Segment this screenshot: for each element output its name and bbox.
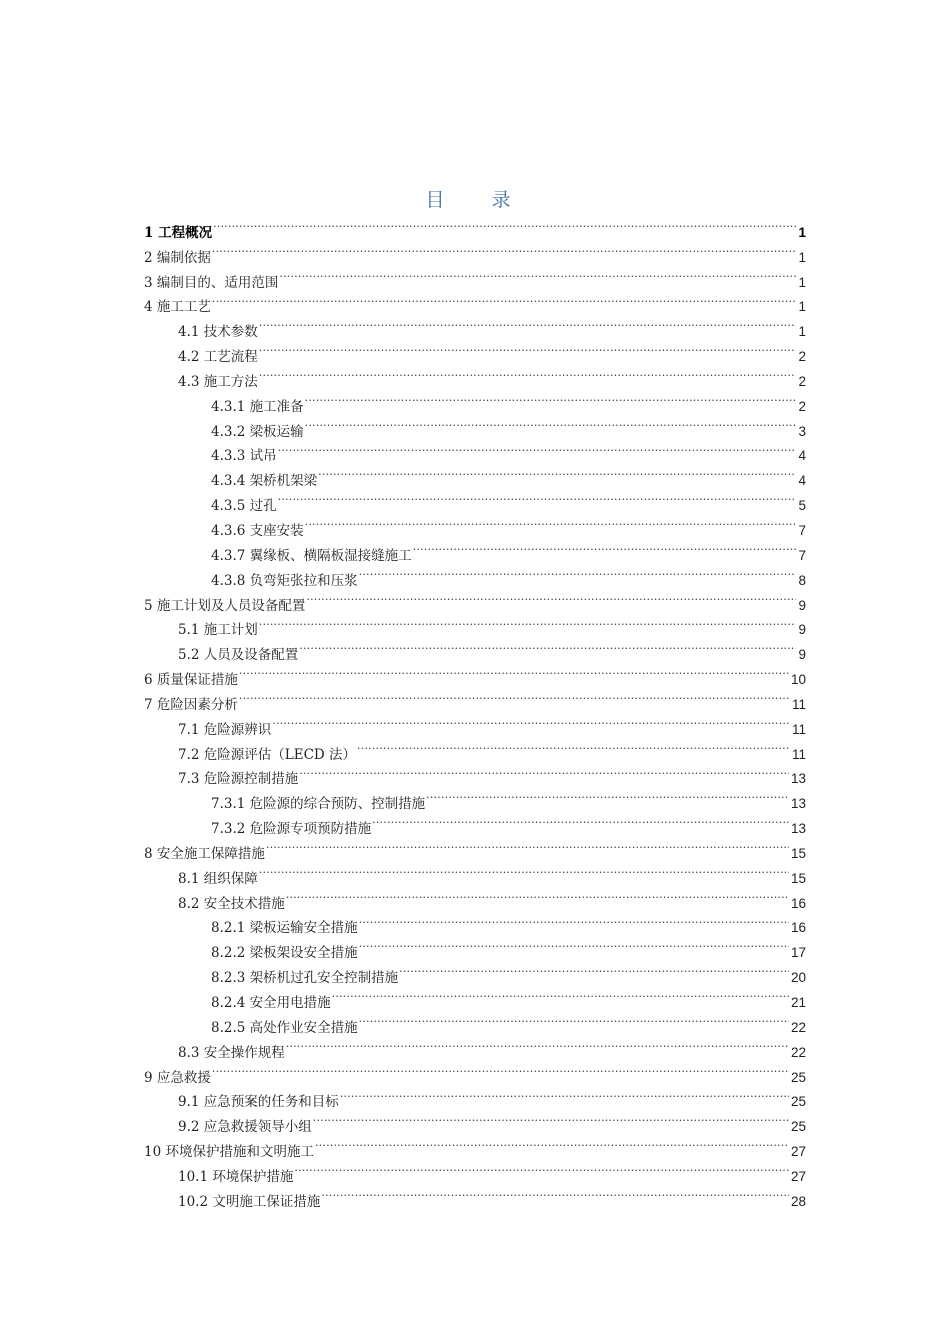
toc-entry-label: 8.2 安全技术措施: [178, 895, 285, 912]
toc-entry-label: 10.2 文明施工保证措施: [178, 1193, 321, 1210]
toc-dot-leader: [277, 485, 797, 510]
toc-entry-label: 7 危险因素分析: [144, 696, 238, 713]
toc-entry-label: 4.3.7 翼缘板、横隔板湿接缝施工: [211, 547, 412, 564]
toc-entry-page-number: 1: [798, 224, 806, 240]
table-of-contents: [144, 212, 806, 1210]
toc-entry-label: 8.2.2 梁板架设安全措施: [211, 945, 358, 962]
toc-entry-page-number: 27: [790, 1144, 806, 1160]
toc-dot-leader: [412, 535, 797, 560]
toc-entry[interactable]: [144, 659, 806, 689]
toc-entry-label: 4.3.4 架桥机架梁: [211, 473, 318, 490]
toc-entry-page-number: 13: [790, 821, 806, 837]
toc-dot-leader: [212, 212, 796, 237]
toc-entry[interactable]: [144, 1057, 806, 1086]
toc-entry-page-number: 21: [790, 995, 806, 1010]
toc-dot-leader: [320, 1181, 789, 1206]
toc-entry-label: 7.3 危险源控制措施: [178, 771, 299, 788]
toc-dot-leader: [314, 1131, 789, 1156]
toc-dot-leader: [371, 808, 789, 833]
toc-dot-leader: [211, 287, 797, 312]
toc-entry-page-number: 13: [790, 771, 806, 787]
toc-entry[interactable]: [144, 311, 806, 341]
toc-entry-label: 4.3.1 施工准备: [211, 398, 304, 415]
toc-entry-label: 7.3.2 危险源专项预防措施: [211, 821, 372, 838]
toc-dot-leader: [211, 1057, 789, 1082]
toc-entry-page-number: 28: [790, 1193, 806, 1209]
toc-entry-label: 5.2 人员及设备配置: [178, 647, 299, 664]
toc-dot-leader: [304, 510, 797, 535]
toc-entry-page-number: 9: [798, 622, 806, 638]
toc-entry-page-number: 11: [791, 746, 806, 762]
toc-entry-label: 5 施工计划及人员设备配置: [144, 597, 306, 614]
toc-dot-leader: [258, 311, 797, 336]
toc-dot-leader: [211, 237, 797, 262]
toc-dot-leader: [298, 759, 789, 784]
toc-entry-label: 4 施工工艺: [144, 299, 211, 316]
toc-entry[interactable]: [144, 684, 806, 713]
toc-dot-leader: [305, 585, 796, 610]
toc-entry[interactable]: [144, 237, 806, 266]
toc-entry-page-number: 4: [798, 473, 806, 489]
toc-entry-page-number: 11: [791, 696, 806, 712]
toc-entry-label: 6 质量保证措施: [144, 672, 238, 689]
toc-entry-page-number: 15: [790, 845, 806, 861]
toc-entry-page-number: 13: [790, 796, 806, 812]
toc-entry-page-number: 5: [798, 498, 806, 514]
toc-entry-page-number: 22: [790, 1019, 806, 1035]
toc-entry[interactable]: [144, 287, 806, 316]
toc-entry-label: 4.2 工艺流程: [178, 349, 258, 366]
toc-entry-page-number: 9: [798, 647, 806, 663]
toc-entry-label: 8 安全施工保障措施: [144, 845, 265, 862]
toc-entry-page-number: 25: [790, 1094, 806, 1110]
toc-entry-label: 8.2.5 高处作业安全措施: [211, 1019, 358, 1036]
toc-entry-label: 4.3.3 试吊: [211, 448, 277, 465]
toc-entry-label: 5.1 施工计划: [178, 622, 258, 639]
toc-dot-leader: [271, 709, 790, 734]
toc-entry-label: 3 编制目的、适用范围: [144, 274, 279, 291]
toc-entry-label: 8.1 组织保障: [178, 870, 258, 887]
toc-entry-label: 4.3.5 过孔: [211, 498, 277, 515]
toc-entry-page-number: 16: [790, 895, 806, 911]
toc-dot-leader: [398, 957, 789, 982]
toc-entry-page-number: 4: [798, 448, 806, 464]
toc-entry[interactable]: [144, 709, 806, 738]
toc-entry-page-number: 27: [790, 1168, 806, 1184]
toc-entry-label: 2 编制依据: [144, 249, 211, 266]
toc-entry-label: 9.2 应急救援领导小组: [178, 1119, 312, 1136]
toc-dot-leader: [358, 1007, 789, 1032]
toc-entry-label: 4.3.8 负弯矩张拉和压浆: [211, 572, 358, 589]
toc-entry-page-number: 7: [798, 547, 806, 563]
toc-dot-leader: [285, 1032, 789, 1057]
toc-dot-leader: [285, 883, 789, 908]
toc-entry-page-number: 16: [790, 920, 806, 936]
toc-title: 目 录: [425, 189, 525, 211]
toc-entry-page-number: 22: [790, 1044, 806, 1060]
toc-dot-leader: [293, 1156, 789, 1181]
toc-dot-leader: [331, 982, 789, 1007]
toc-entry-label: 4.3.6 支座安装: [211, 522, 304, 539]
toc-entry-page-number: 1: [798, 274, 806, 290]
toc-entry-page-number: 1: [798, 299, 806, 315]
toc-entry-label: 8.2.3 架桥机过孔安全控制措施: [211, 970, 399, 987]
toc-dot-leader: [358, 560, 797, 585]
toc-entry-label: 8.2.1 梁板运输安全措施: [211, 920, 358, 937]
toc-dot-leader: [358, 908, 789, 933]
toc-dot-leader: [304, 386, 797, 411]
toc-entry-page-number: 1: [798, 249, 806, 265]
toc-entry-page-number: 11: [791, 721, 806, 737]
toc-dot-leader: [258, 361, 797, 386]
toc-entry-page-number: 10: [790, 672, 806, 688]
toc-dot-leader: [304, 411, 797, 436]
toc-dot-leader: [358, 932, 789, 957]
toc-entry-page-number: 25: [790, 1119, 806, 1135]
toc-entry-page-number: 20: [790, 970, 806, 986]
toc-entry-page-number: 2: [798, 398, 806, 414]
toc-dot-leader: [258, 858, 789, 883]
toc-entry[interactable]: [144, 262, 806, 291]
toc-entry-label: 10.1 环境保护措施: [178, 1168, 294, 1185]
toc-entry-label: 7.1 危险源辨识: [178, 721, 272, 738]
toc-entry-label: 4.3.2 梁板运输: [211, 423, 304, 440]
toc-dot-leader: [277, 436, 797, 461]
toc-entry-label: 4.1 技术参数: [178, 324, 258, 341]
toc-entry-page-number: 25: [790, 1069, 806, 1085]
toc-dot-leader: [339, 1082, 789, 1107]
toc-entry[interactable]: [144, 1082, 806, 1111]
toc-entry-page-number: 2: [798, 349, 806, 365]
toc-dot-leader: [258, 336, 797, 361]
toc-dot-leader: [238, 659, 789, 684]
toc-entry-label: 8.3 安全操作规程: [178, 1044, 285, 1061]
toc-entry-label: 8.2.4 安全用电措施: [211, 995, 331, 1011]
toc-entry-page-number: 9: [798, 597, 806, 613]
toc-entry-label: 1 工程概况: [144, 224, 213, 241]
toc-dot-leader: [258, 610, 797, 635]
toc-dot-leader: [298, 634, 796, 659]
toc-entry-page-number: 2: [798, 373, 806, 389]
toc-entry-page-number: 15: [790, 870, 806, 886]
toc-entry-page-number: 7: [798, 522, 806, 538]
toc-dot-leader: [425, 783, 789, 808]
toc-dot-leader: [265, 833, 789, 858]
toc-entry-label: 9 应急救援: [144, 1069, 211, 1086]
toc-entry-label: 9.1 应急预案的任务和目标: [178, 1094, 339, 1111]
toc-dot-leader: [278, 262, 796, 287]
toc-dot-leader: [238, 684, 790, 709]
toc-entry-page-number: 8: [798, 572, 806, 588]
toc-entry[interactable]: [144, 212, 806, 241]
toc-entry-label: 7.2 危险源评估（LECD 法）: [178, 746, 357, 763]
toc-entry-page-number: 3: [798, 423, 806, 439]
toc-dot-leader: [317, 460, 796, 485]
toc-entry-label: 7.3.1 危险源的综合预防、控制措施: [211, 796, 426, 813]
toc-dot-leader: [312, 1106, 789, 1131]
toc-entry-label: 4.3 施工方法: [178, 373, 258, 390]
toc-entry-label: 10 环境保护措施和文明施工: [144, 1144, 314, 1161]
toc-dot-leader: [356, 734, 790, 759]
toc-entry-page-number: 1: [798, 324, 806, 340]
toc-entry-page-number: 17: [790, 945, 806, 961]
